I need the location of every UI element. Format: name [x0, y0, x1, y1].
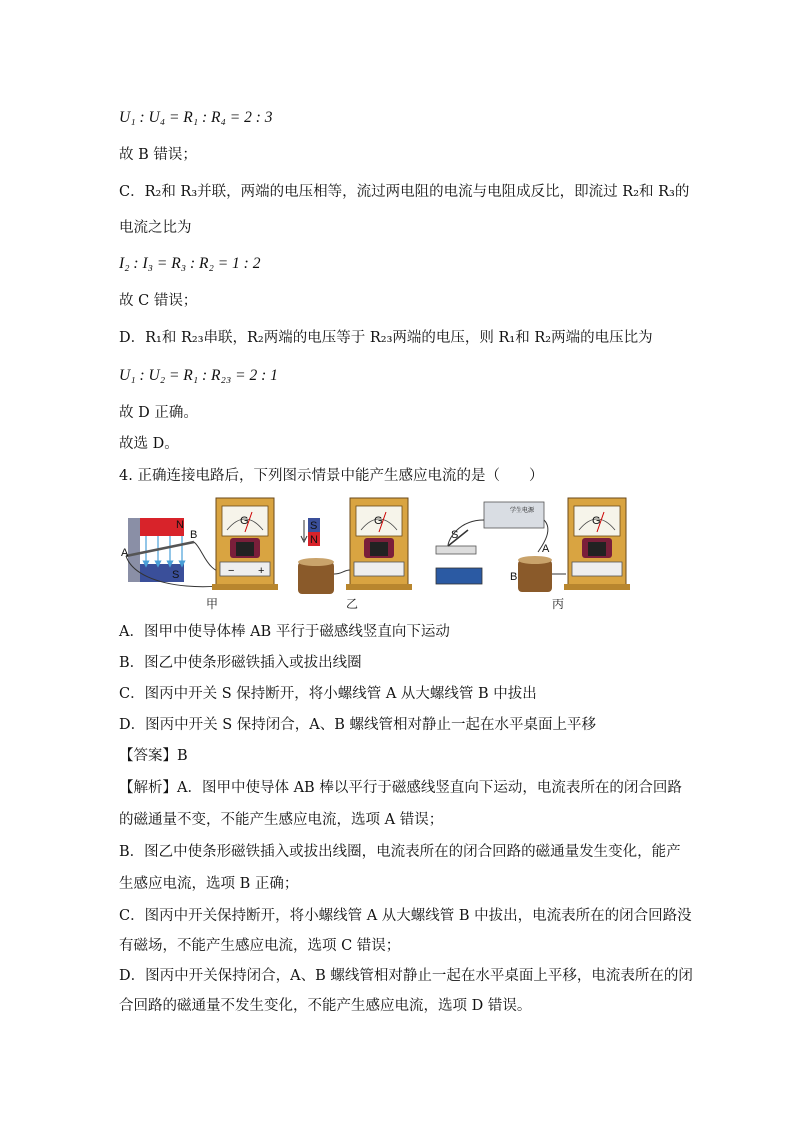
option-d: D．图丙中开关 S 保持闭合，A、B 螺线管相对静止一起在水平桌面上平移 — [119, 717, 597, 733]
switch-base — [436, 546, 476, 554]
analysis-line-3: B．图乙中使条形磁铁插入或拔出线圈，电流表所在的闭合回路的磁通量发生变化，能产 — [119, 844, 681, 860]
coil-b-label: B — [510, 571, 518, 583]
analysis-line-2: 的磁通量不变，不能产生感应电流，选项 A 错误； — [119, 812, 444, 828]
galvanometer-bing — [564, 498, 630, 590]
option-c-explanation-line1: C．R₂和 R₃并联，两端的电压相等，流过两电阻的电流与电阻成反比，即流过 R₂和 R₃的 — [119, 184, 690, 200]
magnet-s-label: S — [172, 569, 180, 581]
formula-voltage-ratio-1-4: U₁ : U₄ = R₁ : R₄ = 2 : 3 — [119, 109, 273, 126]
galvanometer-jia — [212, 498, 278, 590]
option-a: A．图甲中使导体棒 AB 平行于磁感线竖直向下运动 — [119, 624, 450, 640]
final-choice: 故选 D。 — [119, 436, 179, 452]
bar-s-label: S — [310, 520, 318, 532]
formula-current-ratio: I₂ : I₃ = R₃ : R₂ = 1 : 2 — [119, 255, 261, 272]
bar-n-label: N — [310, 534, 318, 546]
caption-yi: 乙 — [346, 597, 359, 611]
magnet-yoke — [128, 518, 140, 582]
switch-s-label: S — [451, 529, 459, 541]
galvanometer-g-label-yi: G — [374, 515, 383, 527]
power-supply — [484, 502, 544, 528]
magnet-n-label: N — [176, 519, 184, 531]
coil-yi — [298, 562, 334, 594]
caption-bing: 丙 — [552, 597, 565, 611]
galvanometer-yi — [346, 498, 412, 590]
option-b: B．图乙中使条形磁铁插入或拔出线圈 — [119, 655, 362, 671]
coil-a-label: A — [542, 543, 550, 555]
question-4-stem: 4. 正确连接电路后，下列图示情景中能产生感应电流的是（ ） — [119, 468, 544, 484]
option-c: C．图丙中开关 S 保持断开，将小螺线管 A 从大螺线管 B 中拔出 — [119, 686, 537, 702]
option-c-explanation-line2: 电流之比为 — [119, 220, 192, 236]
analysis-line-7: D．图丙中开关保持闭合，A、B 螺线管相对静止一起在水平桌面上平移，电流表所在的闭 — [119, 968, 693, 984]
formula-voltage-ratio-1-2: U₁ : U₂ = R₁ : R₂₃ = 2 : 1 — [119, 367, 278, 384]
conclusion-d: 故 D 正确。 — [119, 405, 198, 421]
option-d-explanation: D．R₁和 R₂₃串联，R₂两端的电压等于 R₂₃两端的电压，则 R₁和 R₂两端的电压比为 — [119, 330, 653, 346]
induction-experiments-figure — [118, 490, 638, 612]
analysis-line-4: 生感应电流，选项 B 正确； — [119, 876, 299, 892]
analysis-line-8: 合回路的磁通量不发生变化，不能产生感应电流，选项 D 错误。 — [119, 998, 532, 1014]
galvanometer-g-label-bing: G — [592, 515, 601, 527]
coil-b — [518, 560, 552, 592]
answer: 【答案】B — [119, 748, 188, 764]
rheostat — [436, 568, 482, 584]
setup-yi — [298, 518, 350, 594]
terminal-minus-jia: − — [228, 565, 235, 577]
caption-jia: 甲 — [206, 597, 219, 611]
conclusion-b: 故 B 错误； — [119, 147, 197, 163]
analysis-line-6: 有磁场，不能产生感应电流，选项 C 错误； — [119, 938, 401, 954]
analysis-line-1: 【解析】A．图甲中使导体 AB 棒以平行于磁感线竖直向下运动，电流表所在的闭合回路 — [119, 780, 682, 796]
setup-bing — [436, 502, 566, 592]
power-supply-label: 学生电源 — [510, 508, 535, 514]
rod-a-label: A — [121, 547, 129, 559]
rod-b-label: B — [190, 529, 198, 541]
conclusion-c: 故 C 错误； — [119, 293, 198, 309]
galvanometer-g-label-jia: G — [240, 515, 249, 527]
terminal-plus-jia: + — [258, 565, 265, 577]
analysis-line-5: C．图丙中开关保持断开，将小螺线管 A 从大螺线管 B 中拔出，电流表所在的闭合回路没 — [119, 908, 692, 924]
